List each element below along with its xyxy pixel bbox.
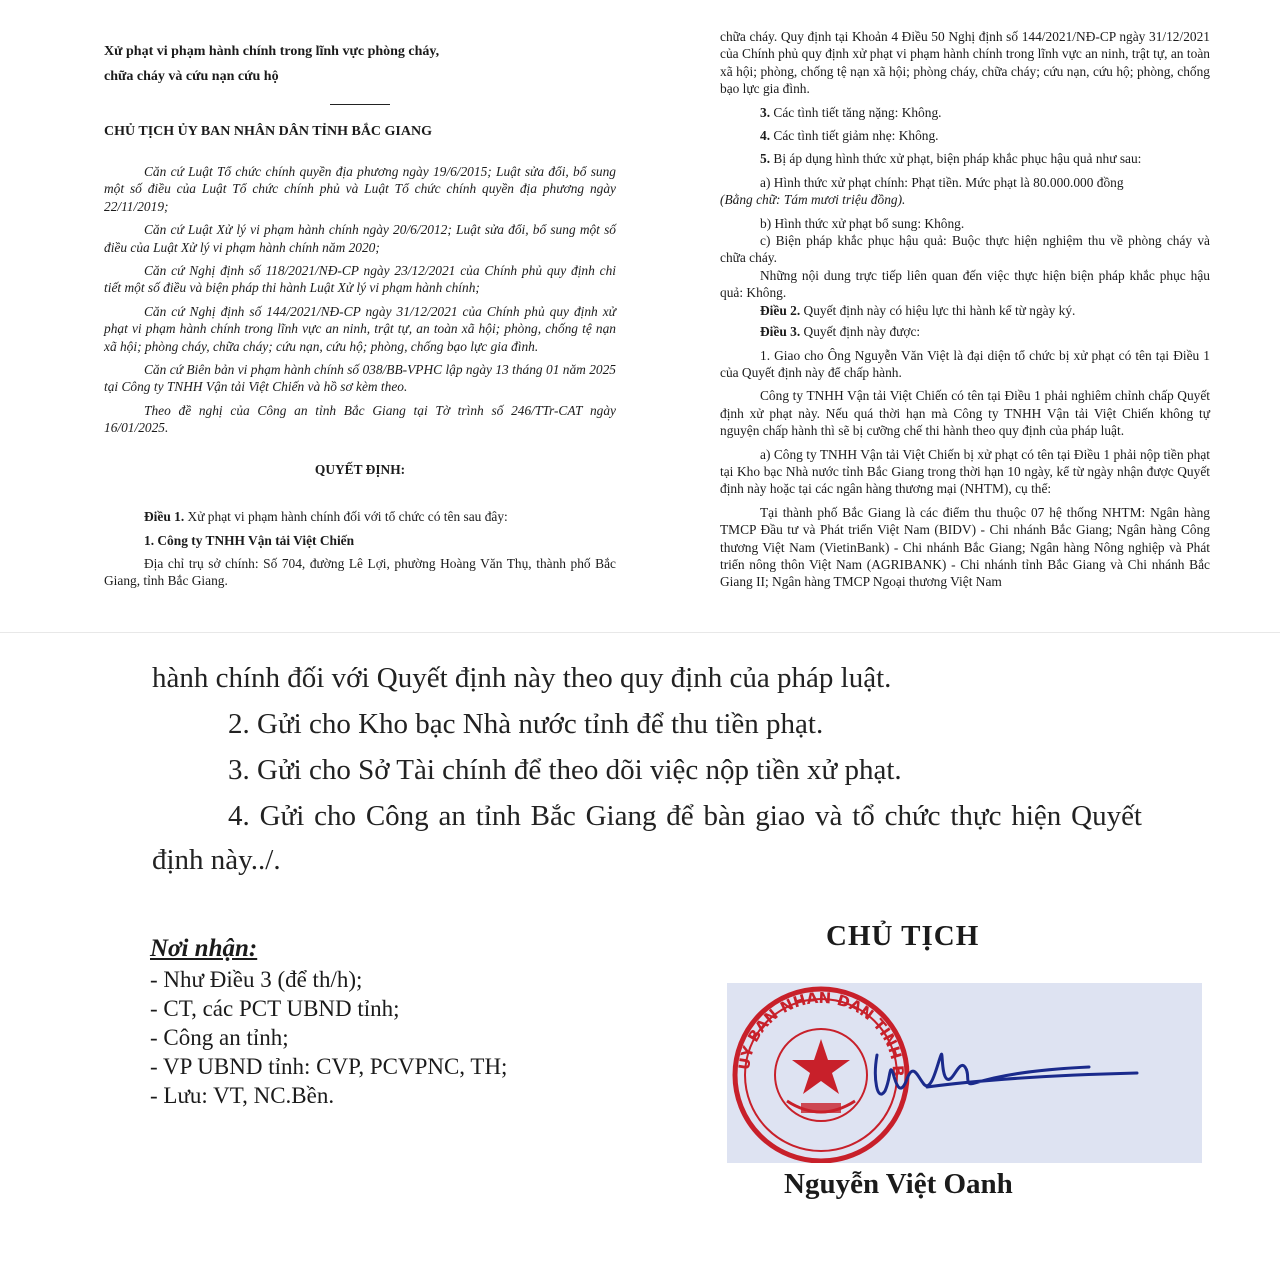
basis-1: Căn cứ Luật Tổ chức chính quyền địa phương ngày 19/6/2015; Luật sửa đổi, bổ sung một số điều của Luật Tổ chức chính phủ và Luật Tổ chức chính quyền địa phương ngày 22/11/2019; — [104, 164, 616, 214]
big-line-2: 2. Gửi cho Kho bạc Nhà nước tỉnh để thu tiền phạt. — [228, 708, 824, 740]
item-5b: b) Hình thức xử phạt bổ sung: Không. — [760, 215, 965, 231]
org-address: Địa chỉ trụ sở chính: Số 704, đường Lê Lợi, phường Hoàng Văn Thụ, thành phố Bắc Giang, tỉnh Bắc Giang. — [104, 555, 616, 589]
item-5c: c) Biện pháp khắc phục hậu quả: Buộc thực hiện nghiệm thu về phòng cháy và chữa cháy. — [720, 233, 1210, 266]
big-line-4: 4. Gửi cho Công an tỉnh Bắc Giang để bàn giao và tổ chức thực hiện Quyết định này../. — [152, 800, 1142, 876]
article-1 — [104, 508, 616, 525]
article-3-1-payment: a) Công ty TNHH Vận tải Việt Chiến bị xử phạt có tên tại Điều 1 phải nộp tiền phạt tại Kho bạc Nhà nước tỉnh Bắc Giang trong thời hạn 10 ngày, kể từ ngày nhận được Quyết định này hoặc tại các ngân hàng thương mại (NHTM), cụ thể: — [720, 446, 1210, 497]
item-4: 4. Các tình tiết giảm nhẹ: Không. — [760, 128, 939, 144]
recipient-item: - CT, các PCT UBND tỉnh; — [150, 996, 400, 1021]
article-2: Điều 2. Quyết định này có hiệu lực thi hành kể từ ngày ký. — [760, 302, 1076, 318]
authority-title: CHỦ TỊCH ỦY BAN NHÂN DÂN TỈNH BẮC GIANG — [104, 124, 432, 139]
basis-6: Theo đề nghị của Công an tỉnh Bắc Giang tại Tờ trình số 246/TTr-CAT ngày 16/01/2025. — [104, 402, 616, 436]
org-name: 1. Công ty TNHH Vận tải Việt Chiến — [144, 532, 355, 548]
item-3: 3. Các tình tiết tăng nặng: Không. — [760, 104, 942, 120]
recipient-item: - Công an tỉnh; — [150, 1025, 289, 1050]
item-5-other: Những nội dung trực tiếp liên quan đến việc thực hiện biện pháp khắc phục hậu quả: Không. — [720, 267, 1210, 301]
handwritten-signature-icon — [875, 1054, 1137, 1094]
article-3: Điều 3. Quyết định này được: — [760, 324, 921, 340]
article-3-banks: Tại thành phố Bắc Giang là các điểm thu thuộc 07 hệ thống NHTM: Ngân hàng TMCP Đầu tư và Phát triển Việt Nam (BIDV) - Chi nhánh Bắc Giang; Ngân hàng Công thương Việt Nam (VietinBank) - Chi nhánh Bắc Giang; Ngân hàng Nông nghiệp và Phát triển nông thôn Việt Nam (AGRIBANK) - Chi nhánh tỉnh Bắc Giang và Chi nhánh Bắc Giang II; Ngân hàng TMCP Ngoại thương Việt Nam — [720, 504, 1210, 590]
doc-heading-line1: Xử phạt vi phạm hành chính trong lĩnh vực phòng cháy, — [104, 44, 440, 59]
right-column — [720, 29, 1210, 636]
left-column — [104, 42, 616, 596]
article-1-text: Xử phạt vi phạm hành chính đối với tổ chức có tên sau đây: — [184, 509, 508, 525]
seal-text: ỦY BAN NHÂN DÂN TỈNH B — [735, 988, 908, 1078]
doc-heading-line2: chữa cháy và cứu nạn cứu hộ — [104, 69, 279, 84]
basis-3: Căn cứ Nghị định số 118/2021/NĐ-CP ngày 23/12/2021 của Chính phủ quy định chi tiết một số điều và biện pháp thi hành Luật Xử lý vi phạm hành chính; — [104, 263, 616, 296]
signer-title: CHỦ TỊCH — [826, 920, 980, 952]
article-1-label: Điều 1. — [144, 509, 185, 525]
item-5a: a) Hình thức xử phạt chính: Phạt tiền. Mức phạt là 80.000.000 đồng — [760, 174, 1124, 190]
basis-4: Căn cứ Nghị định số 144/2021/NĐ-CP ngày 31/12/2021 của Chính phủ quy định xử phạt vi phạm hành chính trong lĩnh vực an ninh, trật tự, an toàn xã hội; phòng, chống tệ nạn xã hội; phòng cháy, chữa cháy; cứu nạn, cứu hộ; phòng, chống bạo lực gia đình. — [104, 303, 616, 354]
signature-area — [727, 983, 1202, 1163]
recipients-heading: Nơi nhận: — [150, 935, 258, 962]
basis-2: Căn cứ Luật Xử lý vi phạm hành chính ngày 20/6/2012; Luật sửa đổi, bổ sung một số điều của Luật Xử lý vi phạm hành chính năm 2020; — [104, 222, 616, 255]
official-seal-icon — [727, 983, 907, 1161]
recipients-block — [150, 934, 507, 1110]
heading-underline — [104, 92, 616, 102]
recipient-item: - VP UBND tỉnh: CVP, PCVPNC, TH; — [150, 1054, 508, 1079]
enlarged-section — [152, 656, 1142, 884]
big-line-3: 3. Gửi cho Sở Tài chính để theo dõi việc nộp tiền xử phạt. — [228, 754, 902, 786]
right-top-cut-text: chữa cháy. Quy định tại Khoản 4 Điều 50 Nghị định số 144/2021/NĐ-CP ngày 31/12/2021 của Chính phủ quy định xử phạt vi phạm hành chính trong lĩnh vực an ninh, trật tự, an toàn xã hội; phòng, chống tệ nạn xã hội; phòng cháy, chữa cháy; cứu nạn, cứu hộ; phòng, chống bạo lực gia đình. — [720, 29, 1210, 97]
item-5a-words: (Bằng chữ: Tám mươi triệu đồng). — [720, 192, 906, 208]
seal-and-signature — [727, 983, 1202, 1163]
item-5: 5. Bị áp dụng hình thức xử phạt, biện pháp khắc phục hậu quả như sau: — [760, 151, 1142, 167]
image-seam — [0, 632, 1280, 633]
basis-5: Căn cứ Biên bản vi phạm hành chính số 038/BB-VPHC lập ngày 13 tháng 01 năm 2025 tại Công ty TNHH Vận tải Việt Chiến và hồ sơ kèm theo. — [104, 362, 616, 395]
article-3-1-compliance: Công ty TNHH Vận tải Việt Chiến có tên tại Điều 1 phải nghiêm chỉnh chấp Quyết định xử phạt này. Nếu quá thời hạn mà Công ty TNHH Vận tải Việt Chiến không tự nguyện chấp hành thì sẽ bị cưỡng chế thi hành theo quy định của pháp luật. — [720, 388, 1210, 439]
signer-name: Nguyễn Việt Oanh — [784, 1168, 1013, 1200]
recipient-item: - Lưu: VT, NC.Bền. — [150, 1083, 335, 1108]
big-line-a: hành chính đối với Quyết định này theo quy định của pháp luật. — [152, 662, 892, 694]
article-3-1: 1. Giao cho Ông Nguyễn Văn Việt là đại diện tổ chức bị xử phạt có tên tại Điều 1 của Quyết định này để chấp hành. — [720, 347, 1210, 380]
decision-heading: QUYẾT ĐỊNH: — [314, 461, 406, 477]
recipient-item: - Như Điều 3 (để th/h); — [150, 967, 363, 992]
